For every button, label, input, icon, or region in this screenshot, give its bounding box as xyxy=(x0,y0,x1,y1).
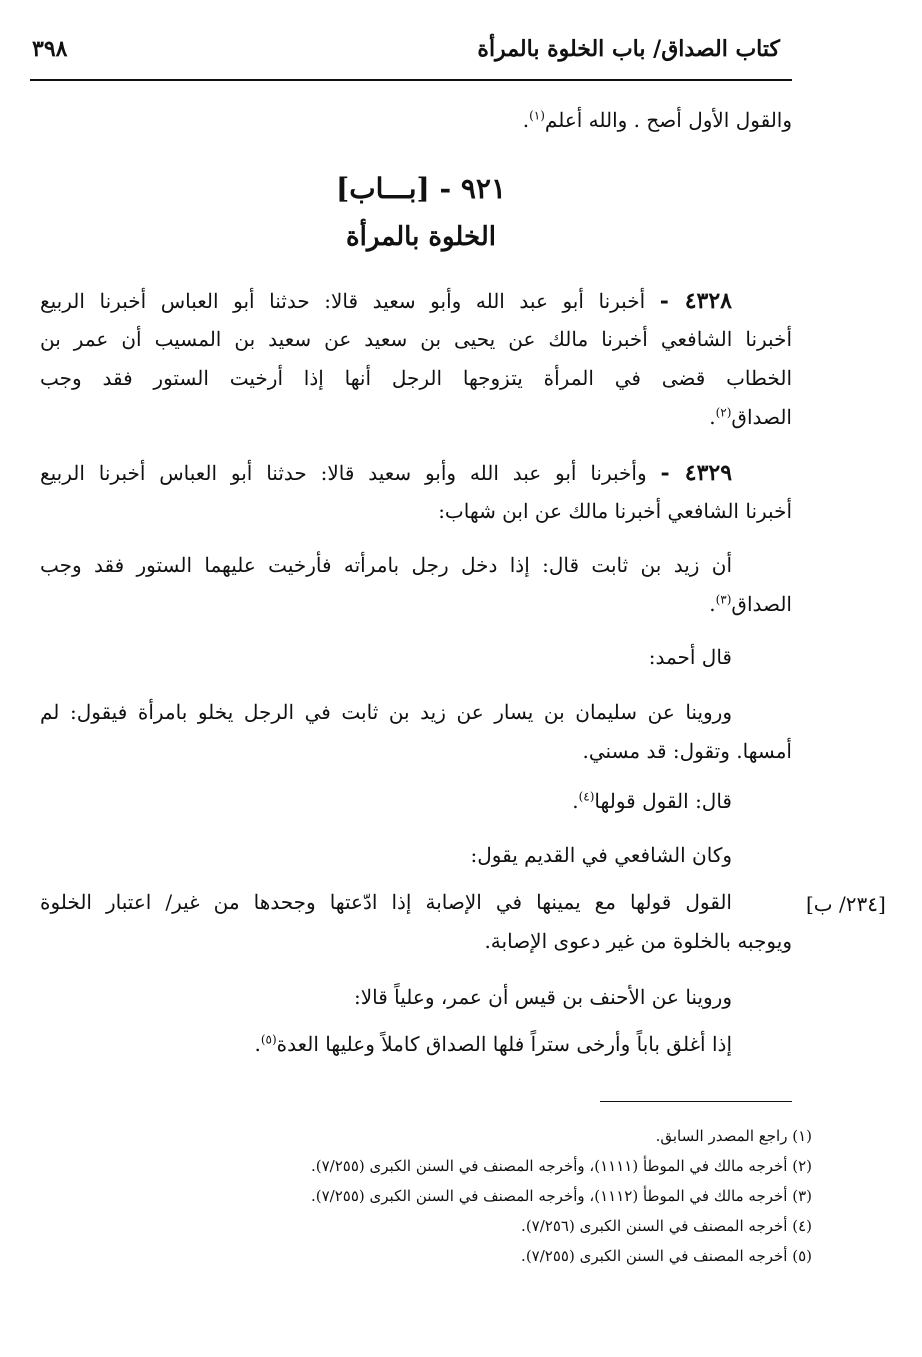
idha-line xyxy=(254,1032,732,1056)
kana-line: وكان الشافعي في القديم يقول: xyxy=(470,843,732,867)
hadith-4328-line-4 xyxy=(709,405,792,429)
rawayna-line-2: أمسها. وتقول: قد مسني. xyxy=(582,739,792,763)
rawayna-line-1: وروينا عن سليمان بن يسار عن زيد بن ثابت في الرجل يخلو بامرأة فيقول: لم xyxy=(40,700,732,724)
running-title: كتاب الصداق/ باب الخلوة بالمرأة xyxy=(477,36,780,62)
manuscript-folio-ref: [٢٣٤/ ب] xyxy=(806,892,886,916)
hadith-4328-line-2: أخبرنا الشافعي أخبرنا مالك عن يحيى بن سعيد عن سعيد بن المسيب أن عمر بن xyxy=(40,327,792,351)
footnote-1: (١) راجع المصدر السابق. xyxy=(655,1127,812,1145)
footnote-2: (٢) أخرجه مالك في الموطأ (١١١١)، وأخرجه المصنف في السنن الكبرى (٧/٢٥٥). xyxy=(311,1157,812,1175)
intro-end: . xyxy=(522,108,530,132)
footnote-marker: (٤) xyxy=(578,789,595,804)
chapter-number: ٩٢١ - [بـــاب] xyxy=(335,172,507,205)
hadith-4329-text-line-2 xyxy=(709,592,792,616)
qala-end: . xyxy=(572,789,579,813)
hadith-4329-line-2: أخبرنا الشافعي أخبرنا مالك عن ابن شهاب: xyxy=(438,499,792,523)
footnote-4: (٤) أخرجه المصنف في السنن الكبرى (٧/٢٥٦). xyxy=(521,1217,812,1235)
intro-line xyxy=(523,108,792,132)
footnote-5: (٥) أخرجه المصنف في السنن الكبرى (٧/٢٥٥). xyxy=(521,1247,812,1265)
footnote-3: (٣) أخرجه مالك في الموطأ (١١١٢)، وأخرجه المصنف في السنن الكبرى (٧/٢٥٥). xyxy=(311,1187,812,1205)
hadith-text: الصداق xyxy=(731,405,792,429)
footnote-marker: (١) xyxy=(529,108,545,123)
hadith-number: ٤٣٢٩ - xyxy=(660,460,733,486)
footnote-marker: (٥) xyxy=(260,1032,277,1047)
qawl-line-1: القول قولها مع يمينها في الإصابة إذا ادّعتها وجحدها من غير/ اعتبار الخلوة xyxy=(40,890,732,914)
hadith-text: الصداق xyxy=(731,592,792,616)
hadith-end: . xyxy=(709,405,716,429)
idha-text: إذا أغلق باباً وأرخى ستراً فلها الصداق كاملاً وعليها العدة xyxy=(276,1032,732,1056)
footnote-marker: (٢) xyxy=(715,405,732,420)
header-rule xyxy=(30,79,792,81)
hadith-4329-line-1 xyxy=(40,460,732,486)
footnote-rule xyxy=(600,1101,792,1102)
hadith-4329-text-line-1: أن زيد بن ثابت قال: إذا دخل رجل بامرأته فأرخيت عليهما الستور فقد وجب xyxy=(40,553,732,577)
qawl-line-2: ويوجبه بالخلوة من غير دعوى الإصابة. xyxy=(484,929,792,953)
intro-text: والقول الأول أصح . والله أعلم xyxy=(544,108,792,132)
page-header xyxy=(30,30,792,74)
hadith-text: أخبرنا أبو عبد الله وأبو سعيد قالا: حدثنا أبو العباس أخبرنا الربيع xyxy=(40,289,646,313)
hadith-text: وأخبرنا أبو عبد الله وأبو سعيد قالا: حدثنا أبو العباس أخبرنا الربيع xyxy=(40,461,647,485)
qala-ahmad: قال أحمد: xyxy=(648,645,732,669)
chapter-title: الخلوة بالمرأة xyxy=(346,222,496,252)
footnote-marker: (٣) xyxy=(715,592,732,607)
idha-end: . xyxy=(254,1032,261,1056)
ahnaf-line: وروينا عن الأحنف بن قيس أن عمر، وعلياً قالا: xyxy=(353,985,732,1009)
page-number: ٣٩٨ xyxy=(32,36,68,62)
hadith-4328-line-1 xyxy=(40,288,732,314)
hadith-number: ٤٣٢٨ - xyxy=(659,288,732,314)
qala-line xyxy=(572,789,732,813)
hadith-4328-line-3: الخطاب قضى في المرأة يتزوجها الرجل أنها إذا أرخيت الستور فقد وجب xyxy=(40,366,792,390)
qala-text: قال: القول قولها xyxy=(594,789,732,813)
hadith-end: . xyxy=(709,592,716,616)
